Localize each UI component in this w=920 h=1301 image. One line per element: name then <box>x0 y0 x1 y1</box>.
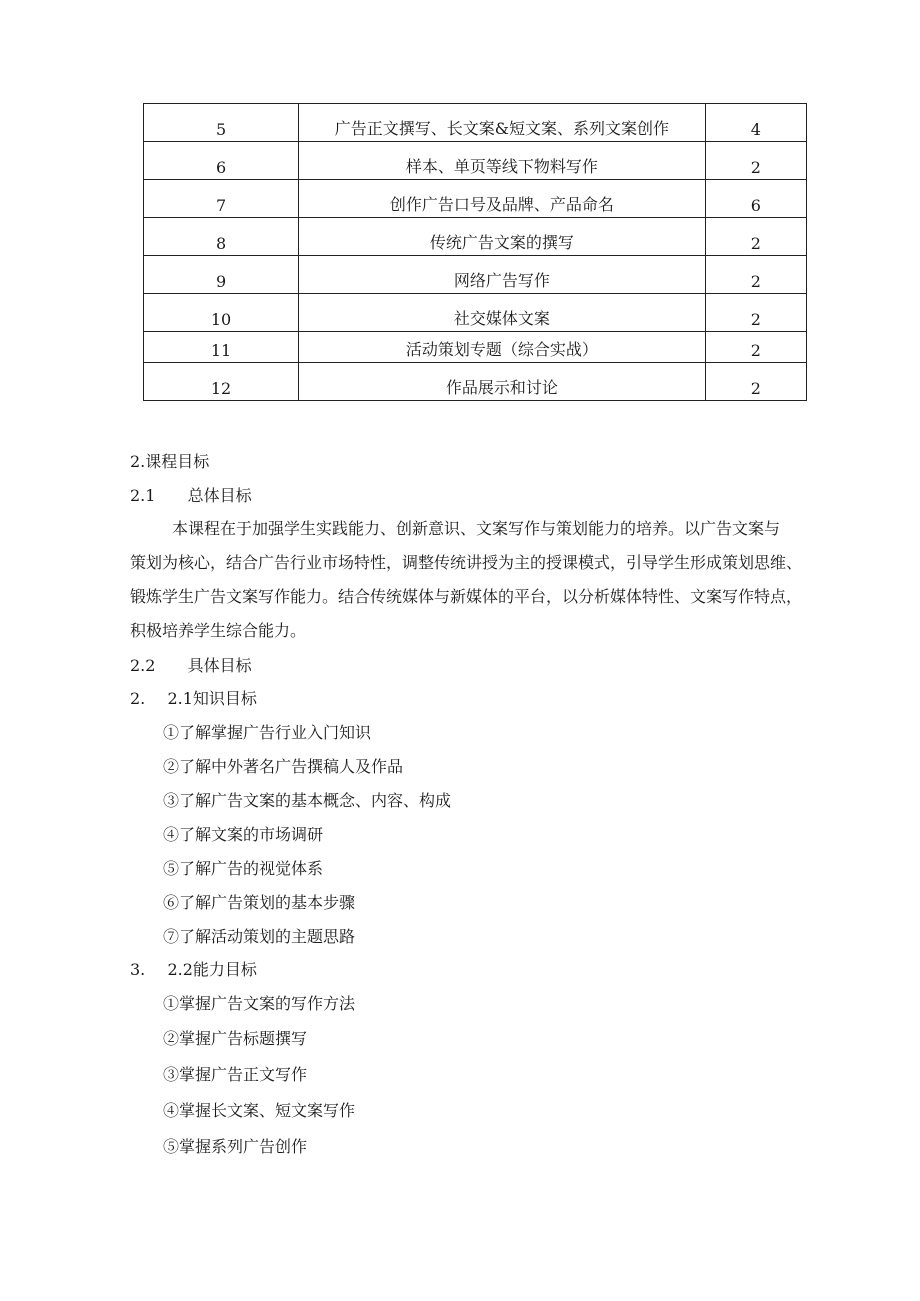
row-topic: 创作广告口号及品牌、产品命名 <box>299 180 705 218</box>
row-hours: 2 <box>705 332 806 363</box>
row-topic: 样本、单页等线下物料写作 <box>299 142 705 180</box>
subsection-heading-overall <box>130 486 252 506</box>
knowledge-item: ⑦了解活动策划的主题思路 <box>163 927 356 946</box>
list-number: 2. <box>130 689 146 708</box>
row-topic: 广告正文撰写、长文案&短文案、系列文案创作 <box>299 104 705 142</box>
ability-item: ④掌握长文案、短文案写作 <box>163 1101 356 1120</box>
row-number: 5 <box>144 104 299 142</box>
row-hours: 2 <box>705 142 806 180</box>
row-hours: 2 <box>705 294 806 332</box>
ability-item: ⑤掌握系列广告创作 <box>163 1137 308 1156</box>
row-number: 11 <box>144 332 299 363</box>
row-hours: 2 <box>705 256 806 294</box>
table-row <box>144 142 807 180</box>
subsection-title: 总体目标 <box>187 486 252 505</box>
knowledge-item: ③了解广告文案的基本概念、内容、构成 <box>163 791 452 810</box>
table-row <box>144 104 807 142</box>
subsection-number: 2.1 <box>130 486 156 505</box>
ability-item: ②掌握广告标题撰写 <box>163 1029 308 1048</box>
row-number: 8 <box>144 218 299 256</box>
row-topic: 活动策划专题（综合实战） <box>299 332 705 363</box>
row-number: 7 <box>144 180 299 218</box>
row-topic: 网络广告写作 <box>299 256 705 294</box>
ability-title: 2.2能力目标 <box>167 960 257 979</box>
ability-item: ③掌握广告正文写作 <box>163 1065 308 1084</box>
subsection-number: 2.2 <box>130 656 156 675</box>
table-row <box>144 294 807 332</box>
table-row <box>144 363 807 401</box>
knowledge-item: ⑥了解广告策划的基本步骤 <box>163 893 356 912</box>
row-topic: 作品展示和讨论 <box>299 363 705 401</box>
ability-item: ①掌握广告文案的写作方法 <box>163 994 356 1013</box>
table-row <box>144 256 807 294</box>
subsection-heading-specific <box>130 656 252 676</box>
knowledge-item: ①了解掌握广告行业入门知识 <box>163 723 372 742</box>
subsection-title: 具体目标 <box>187 656 252 675</box>
row-number: 12 <box>144 363 299 401</box>
overall-paragraph-line: 策划为核心，结合广告行业市场特性，调整传统讲授为主的授课模式，引导学生形成策划思维、 <box>130 553 803 572</box>
row-number: 10 <box>144 294 299 332</box>
table-row <box>144 332 807 363</box>
table-row <box>144 218 807 256</box>
row-number: 9 <box>144 256 299 294</box>
table-row <box>144 180 807 218</box>
row-number: 6 <box>144 142 299 180</box>
knowledge-item: ⑤了解广告的视觉体系 <box>163 859 324 878</box>
row-hours: 2 <box>705 363 806 401</box>
overall-paragraph-line: 锻炼学生广告文案写作能力。结合传统媒体与新媒体的平台，以分析媒体特性、文案写作特点， <box>130 587 803 606</box>
list-number: 3. <box>130 960 146 979</box>
knowledge-title: 2.1知识目标 <box>167 689 257 708</box>
knowledge-item: ④了解文案的市场调研 <box>163 825 324 844</box>
row-hours: 6 <box>705 180 806 218</box>
section-heading: 2.课程目标 <box>130 452 210 471</box>
overall-paragraph-line: 积极培养学生综合能力。 <box>130 621 307 640</box>
row-hours: 2 <box>705 218 806 256</box>
knowledge-heading <box>130 689 257 709</box>
row-topic: 传统广告文案的撰写 <box>299 218 705 256</box>
ability-heading <box>130 960 257 980</box>
knowledge-item: ②了解中外著名广告撰稿人及作品 <box>163 757 404 776</box>
row-hours: 4 <box>705 104 806 142</box>
course-schedule-table <box>143 103 807 401</box>
row-topic: 社交媒体文案 <box>299 294 705 332</box>
overall-paragraph-line: 本课程在于加强学生实践能力、创新意识、文案写作与策划能力的培养。以广告文案与 <box>172 519 781 538</box>
